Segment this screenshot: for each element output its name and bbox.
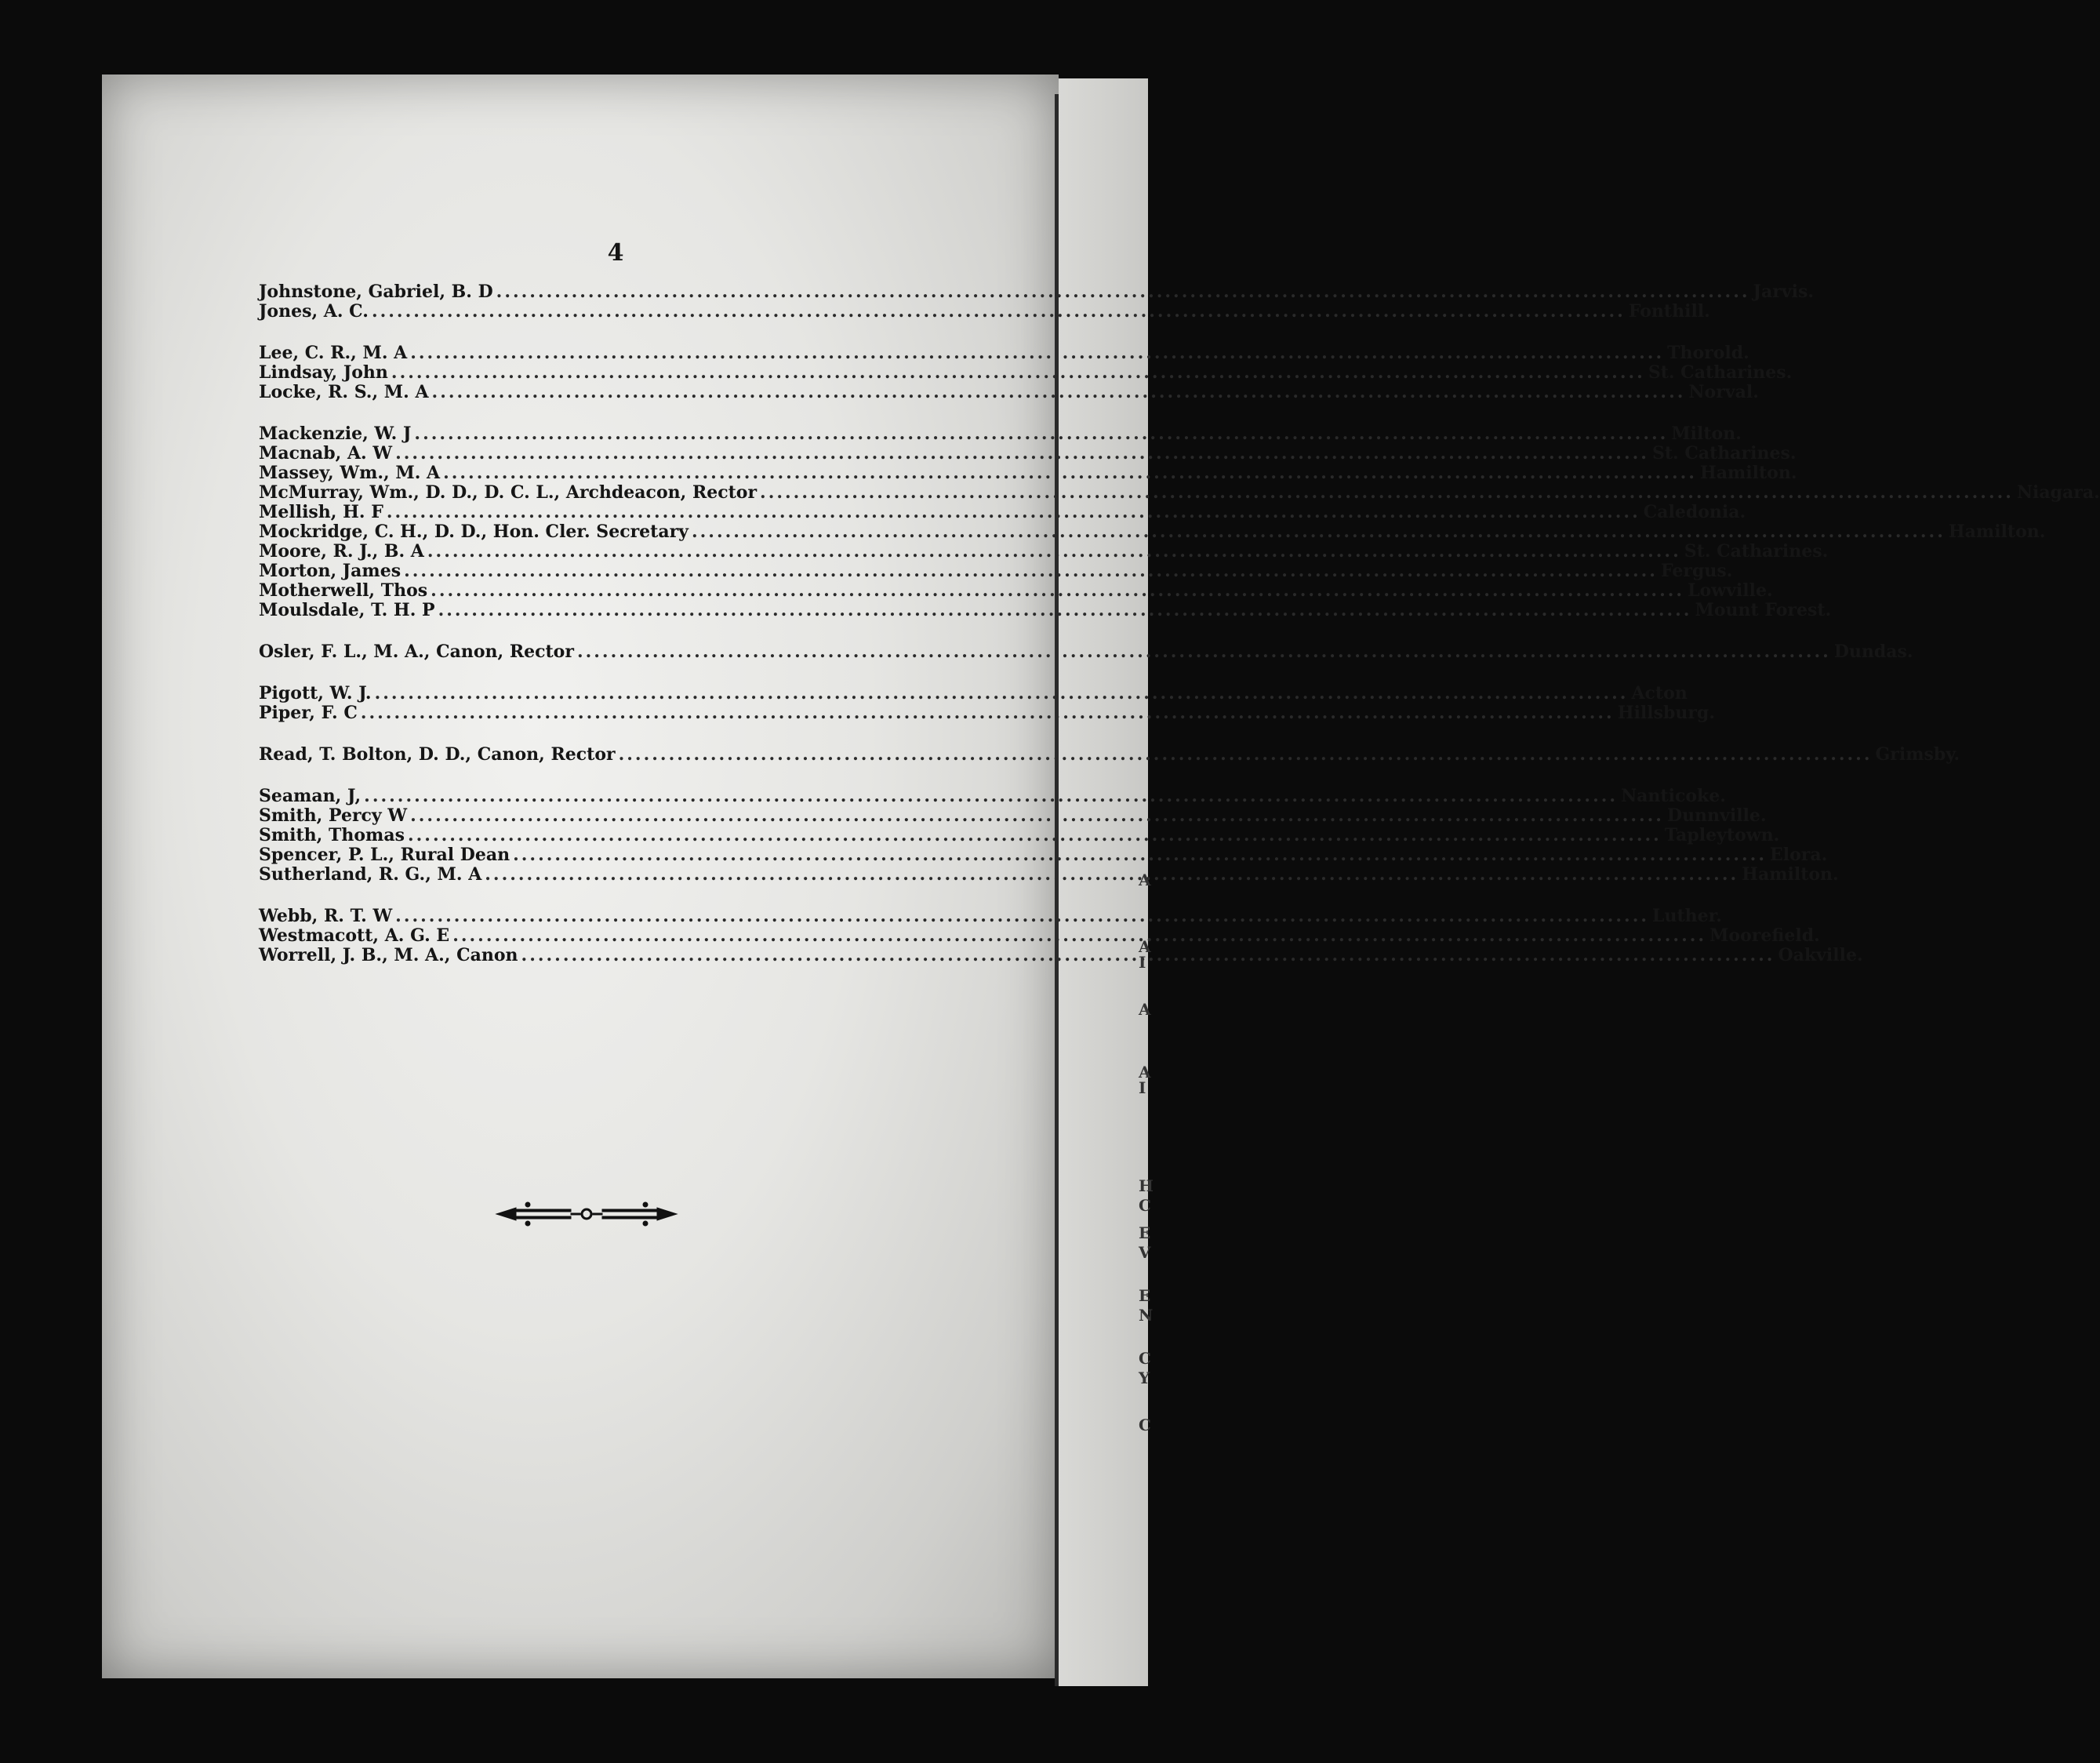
ornament-divider (492, 1198, 681, 1230)
entry-group (259, 906, 1863, 965)
dot-leader (408, 826, 1662, 845)
edge-letter: C (1139, 1349, 1151, 1368)
clergy-name: Spencer, P. L., Rural Dean (259, 845, 510, 865)
clergy-name: Sutherland, R. G., M. A (259, 864, 482, 885)
clergy-name: Massey, Wm., M. A (259, 463, 441, 483)
clergy-entry (259, 864, 1839, 885)
clergy-name: Seaman, J, (259, 786, 362, 806)
dot-leader (375, 684, 1629, 703)
parish-place: St. Catharines. (1684, 541, 1829, 562)
clergy-entry (259, 580, 1773, 601)
clergy-entry (259, 845, 1828, 865)
clergy-name: McMurray, Wm., D. D., D. C. L., Archdeacon, Rector (259, 482, 758, 503)
dot-leader (395, 444, 1649, 463)
edge-letter: I (1139, 1078, 1146, 1097)
clergy-entry (259, 786, 1726, 806)
dot-leader (427, 542, 1681, 562)
dot-leader (364, 787, 1618, 806)
parish-place: Moorefield. (1709, 925, 1820, 946)
clergy-name: Lindsay, John (259, 362, 388, 383)
clergy-entry (259, 600, 1832, 620)
dot-leader (619, 745, 1873, 765)
clergy-entry (259, 825, 1780, 845)
dot-leader (452, 926, 1706, 946)
parish-place: St. Catharines. (1648, 362, 1793, 383)
entry-group (259, 423, 2100, 620)
parish-place: Elora. (1770, 845, 1828, 865)
clergy-entry (259, 541, 1829, 562)
dot-leader (513, 845, 1767, 865)
dot-leader (431, 581, 1684, 601)
clergy-name: Worrell, J. B., M. A., Canon (259, 945, 518, 965)
edge-letter: V (1139, 1243, 1151, 1262)
entry-group (259, 683, 1715, 723)
dot-leader (577, 642, 1831, 662)
clergy-name: Jones, A. C. (259, 301, 369, 322)
parish-place: Luther. (1652, 906, 1722, 926)
parish-place: Grimsby. (1875, 744, 1960, 765)
clergy-entry (259, 906, 1722, 926)
parish-place: Hamilton. (1699, 463, 1797, 483)
parish-place: Hamilton. (1948, 522, 2046, 542)
entry-group (259, 744, 1960, 765)
page-number: 4 (607, 239, 624, 267)
entry-group (259, 282, 1814, 322)
parish-place: Acton (1631, 683, 1688, 703)
clergy-entry (259, 744, 1960, 765)
parish-place: St. Catharines. (1651, 443, 1797, 463)
edge-letter: E (1139, 1286, 1151, 1305)
entry-group (259, 642, 1913, 662)
edge-letter: A (1139, 937, 1151, 956)
parish-place: Niagara. (2016, 482, 2100, 503)
dot-leader (692, 522, 1946, 542)
parish-place: Milton. (1671, 423, 1742, 444)
clergy-entry (259, 362, 1793, 383)
clergy-name: Moore, R. J., B. A (259, 541, 424, 562)
edge-letter: A (1139, 1000, 1151, 1019)
clergy-name: Mellish, H. F (259, 502, 383, 522)
dot-leader (410, 344, 1664, 363)
parish-place: Fonthill. (1628, 301, 1710, 322)
clergy-entry (259, 522, 2046, 542)
parish-place: Thorold. (1667, 343, 1749, 363)
parish-place: Norval. (1688, 382, 1759, 402)
clergy-name: Morton, James (259, 561, 401, 581)
parish-place: Hillsburg. (1617, 703, 1715, 723)
clergy-name: Locke, R. S., M. A (259, 382, 429, 402)
edge-letter: A (1139, 871, 1151, 889)
clergy-name: Motherwell, Thos (259, 580, 428, 601)
clergy-entry (259, 301, 1710, 322)
clergy-entry (259, 502, 1746, 522)
clergy-name: Smith, Thomas (259, 825, 405, 845)
dot-leader (760, 483, 2014, 503)
parish-place: Dunnville. (1666, 805, 1767, 826)
clergy-entry (259, 642, 1913, 662)
parish-place: Caledonia. (1643, 502, 1746, 522)
clergy-entry (259, 482, 2100, 503)
clergy-entry (259, 805, 1767, 826)
clergy-entry (259, 945, 1863, 965)
clergy-name: Moulsdale, T. H. P (259, 600, 435, 620)
clergy-name: Webb, R. T. W (259, 906, 393, 926)
clergy-entry (259, 282, 1814, 302)
dot-leader (404, 562, 1658, 581)
clergy-name: Mackenzie, W. J (259, 423, 412, 444)
parish-place: Nanticoke. (1621, 786, 1726, 806)
clergy-entry (259, 683, 1688, 703)
entry-group (259, 786, 1839, 885)
clergy-entry (259, 343, 1749, 363)
clergy-entry (259, 443, 1797, 463)
parish-place: Hamilton. (1742, 864, 1839, 885)
edge-letter: E (1139, 1223, 1151, 1242)
dot-leader (361, 703, 1615, 723)
clergy-name: Smith, Percy W (259, 805, 408, 826)
dot-leader (485, 865, 1738, 885)
dot-leader (432, 383, 1686, 402)
parish-place: Oakville. (1778, 945, 1863, 965)
clergy-name: Lee, C. R., M. A (259, 343, 408, 363)
dot-leader (372, 302, 1626, 322)
edge-letter: H (1139, 1176, 1154, 1195)
dot-leader (391, 363, 1645, 383)
edge-letter: C (1139, 1416, 1151, 1434)
clergy-name: Osler, F. L., M. A., Canon, Rector (259, 642, 574, 662)
clergy-name: Pigott, W. J. (259, 683, 372, 703)
dot-leader (496, 282, 1750, 302)
edge-letter: Y (1139, 1369, 1150, 1387)
clergy-entry (259, 423, 1742, 444)
clergy-entry (259, 703, 1715, 723)
clergy-entry (259, 561, 1733, 581)
dot-leader (438, 601, 1692, 620)
clergy-entry (259, 463, 1797, 483)
dot-leader (387, 503, 1640, 522)
parish-place: Fergus. (1660, 561, 1733, 581)
clergy-entry (259, 925, 1820, 946)
clergy-entry (259, 382, 1759, 402)
clergy-name: Macnab, A. W (259, 443, 393, 463)
clergy-name: Piper, F. C (259, 703, 358, 723)
parish-place: Mount Forest. (1695, 600, 1832, 620)
clergy-name: Read, T. Bolton, D. D., Canon, Rector (259, 744, 616, 765)
entry-group (259, 343, 1793, 402)
clergy-name: Johnstone, Gabriel, B. D (259, 282, 493, 302)
edge-letter: I (1139, 953, 1146, 972)
edge-letter: C (1139, 1196, 1151, 1215)
clergy-name: Westmacott, A. G. E (259, 925, 450, 946)
clergy-list (259, 282, 2100, 987)
parish-place: Dundas. (1833, 642, 1913, 662)
page-fold-line (1055, 94, 1059, 1686)
edge-letter: A (1139, 1063, 1151, 1081)
clergy-name: Mockridge, C. H., D. D., Hon. Cler. Secretary (259, 522, 688, 542)
dot-leader (443, 463, 1697, 483)
dot-leader (414, 424, 1668, 444)
dot-leader (410, 806, 1664, 826)
parish-place: Tapleytown. (1664, 825, 1780, 845)
dot-leader (395, 907, 1649, 926)
parish-place: Jarvis. (1753, 282, 1814, 302)
edge-letter: N (1139, 1306, 1154, 1325)
parish-place: Lowville. (1688, 580, 1773, 601)
